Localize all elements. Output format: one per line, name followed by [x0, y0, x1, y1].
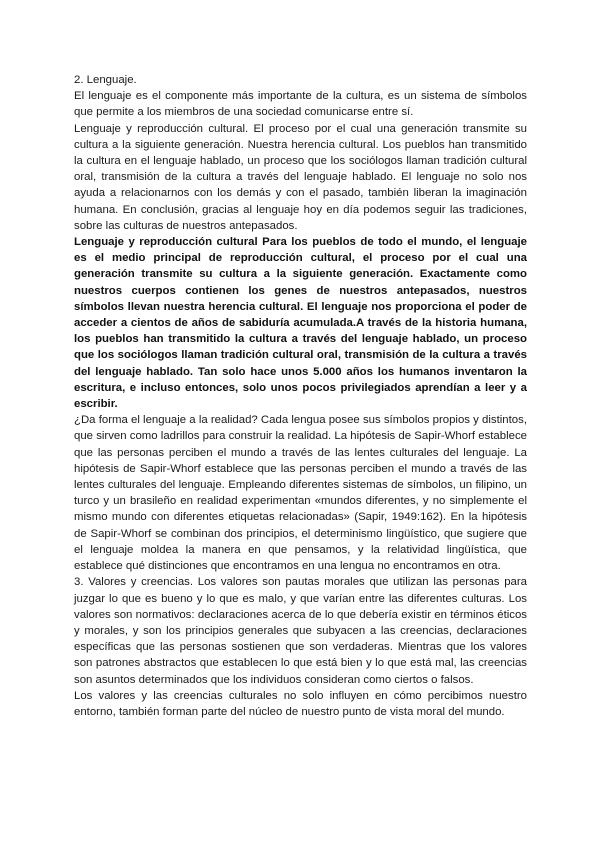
document-page — [74, 72, 527, 720]
paragraph-sapir-whorf: ¿Da forma el lenguaje a la realidad? Cada lengua posee sus símbolos propios y distintos, que sirven como ladrillos para construir la realidad. La hipótesis de Sapir-Whorf establece que las personas perciben el mundo a través de las lentes culturales del lenguaje. La hipótesis de Sapir-Whorf establece que las personas perciben el mundo a través de las lentes culturales del lenguaje. Empleando diferentes sistemas de símbolos, un filipino, un turco y un brasileño en realidad experimentan «mundos diferentes, y no simplemente el mismo mundo con diferentes etiquetas relacionadas» (Sapir, 1949:162). En la hipótesis de Sapir-Whorf se combinan dos principios, el determinismo lingüístico, que sugiere que el lenguaje moldea la manera en que pensamos, y la relatividad lingüística, que establece qué distinciones que encontramos en una lengua no encontramos en otra. — [74, 414, 527, 573]
paragraph-conclusion-valores: Los valores y las creencias culturales no solo influyen en cómo percibimos nuestro entorno, también forman parte del núcleo de nuestro punto de vista moral del mundo. — [74, 689, 527, 718]
paragraph-reproduccion-cultural-bold: Lenguaje y reproducción cultural Para los pueblos de todo el mundo, el lenguaje es el medio principal de reproducción cultural, el proceso por el cual una generación transmite su cultura a la siguiente generación. Exactamente como nuestros cuerpos contienen los genes de nuestros antepasados, nuestros símbolos llevan nuestra herencia cultural. El lenguaje nos proporciona el poder de acceder a cientos de años de sabiduría acumulada.A través de la historia humana, los pueblos han transmitido la cultura a través del lenguaje hablado, un proceso que los sociólogos llaman tradición cultural oral, transmisión de la cultura a través del lenguaje hablado. Tan solo hace unos 5.000 años los humanos inventaron la escritura, e incluso entonces, solo unos pocos privilegiados aprendían a leer y a escribir. — [74, 236, 527, 411]
section-heading-lenguaje: 2. Lenguaje. — [74, 74, 137, 86]
paragraph-valores-creencias: 3. Valores y creencias. Los valores son pautas morales que utilizan las personas para juzgar lo que es bueno y lo que es malo, y que varían entre las diferentes culturas. Los valores son normativos: declaraciones acerca de lo que debería existir en términos éticos y morales, y son los principios generales que subyacen a las creencias, declaraciones específicas que las personas sostienen que son verdaderas. Mientras que los valores son patrones abstractos que establecen lo que está bien y lo que está mal, las creencias son asuntos determinados que los individuos consideran como ciertos o falsos. — [74, 576, 527, 686]
paragraph-definicion-lenguaje: El lenguaje es el componente más importante de la cultura, es un sistema de símbolos que permite a los miembros de una sociedad comunicarse entre sí. — [74, 90, 527, 119]
paragraph-reproduccion-cultural: Lenguaje y reproducción cultural. El proceso por el cual una generación transmite su cultura a la siguiente generación. Nuestra herencia cultural. Los pueblos han transmitido la cultura en el lenguaje hablado, un proceso que los sociólogos llaman tradición cultural oral, transmisión de la cultura a través del lenguaje hablado. El lenguaje no solo nos ayuda a relacionarnos con los demás y con el pasado, también liberan la imaginación humana. En conclusión, gracias al lenguaje hoy en día podemos seguir las tradiciones, sobre las culturas de nuestros antepasados. — [74, 122, 527, 232]
